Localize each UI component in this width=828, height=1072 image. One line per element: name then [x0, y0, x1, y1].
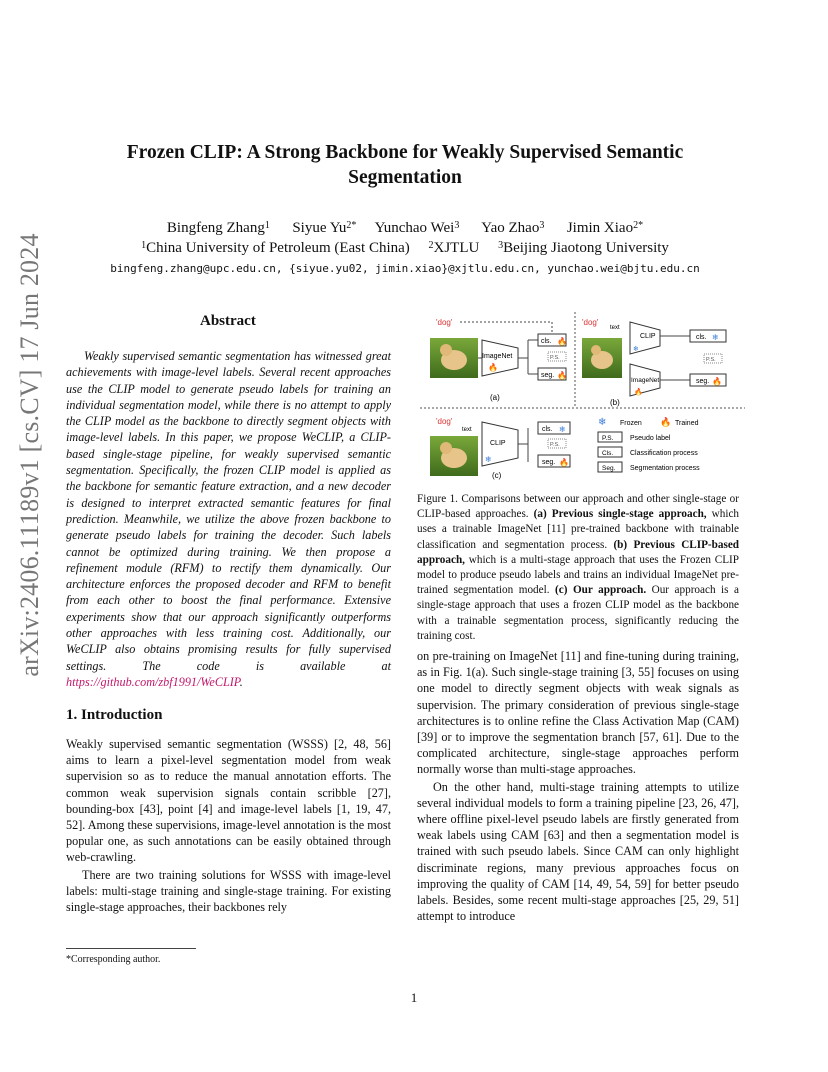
code-link[interactable]: https://github.com/zbf1991/WeCLIP: [66, 674, 240, 689]
snowflake-icon: ❄: [712, 333, 719, 342]
dog-image-a: [430, 338, 478, 378]
fire-icon: 🔥: [559, 458, 569, 467]
ps-label-b: P.S.: [706, 357, 716, 363]
fire-icon: 🔥: [712, 377, 722, 386]
legend-trained: Trained: [675, 420, 699, 427]
legend-ps-key: P.S.: [602, 435, 614, 442]
figure-1-caption: Figure 1. Comparisons between our approach and other single-stage or CLIP-based approaches. (a) Previous single-stage approach, which uses a trainable ImageNet [11] pre-trained backbone with trainable classification and segmentation process. (b) Previous CLIP-based approach, which is a multi-stage approach that uses the Frozen CLIP model to produce pseudo labels and trains an individual ImageNet pre-trained segmentation model. (c) Our approach. Our approach is a single-stage approach that uses a frozen CLIP model as the backbone with a trainable segmentation process, significantly reducing the training cost.: [417, 493, 740, 642]
abstract-text: Weakly supervised semantic segmentation has witnessed great achievements with image-level labels. Several recent approaches use the CLIP model to generate pseudo labels for training an individual segmentation model, while there is no attempt to apply the CLIP model as the backbone to directly segment objects with image-level labels. In this paper, we propose WeCLIP, a CLIP-based single-stage pipeline, for weakly supervised semantic segmentation. Specifically, the frozen CLIP model is applied as the backbone for semantic feature extraction, and a new decoder is designed to interpret extracted semantic features for final prediction. Meanwhile, we utilize the above frozen backbone to generate pseudo labels for training the decoder. Such labels cannot be optimized during training. We then propose a refinement module (RFM) to rectify them dynamically. Our architecture enforces the proposed decoder and RFM to benefit from each other to boost the final performance. Extensive experiments show that our approach significantly outperforms other approaches with less training cost. Additionally, our WeCLIP also obtains promising results for fully supervised settings. The code is available at https://github.com/zbf1991/WeCLIP.: [66, 349, 391, 689]
imagenet-label-b: ImageNet: [631, 377, 660, 384]
page-number: 1: [410, 990, 418, 1005]
intro-left-column: [66, 736, 391, 916]
panel-label-b: (b): [610, 398, 620, 407]
right-paragraph-2: On the other hand, multi-stage training attempts to utilize several individual models to form a training pipeline [23, 26, 47], where offline pixel-level pseudo labels are firstly generated from weak labels using CAM [63] and then a segmentation model is trained with such pseudo labels. Since CAM can only highlight discriminate regions, many previous approaches focus on improving the quality of CAM [14, 49, 54, 59] for better pseudo labels. Besides, some recent multi-stage approaches [25, 29, 51] attempt to introduce: [417, 779, 739, 924]
footnote-rule: [66, 948, 196, 949]
intro-paragraph-1: Weakly supervised semantic segmentation (WSSS) [2, 48, 56] aims to learn a pixel-level segmentation model from weak supervision so as to reduce the manual annotation efforts. The common weak supervision signals contain scribble [27], bounding-box [43], point [4] and image-level labels [1, 19, 47, 52]. Among these supervisions, image-level annotation is the most popular one, as such annotations can be easily obtained through web-crawling.: [66, 737, 391, 865]
intro-right-column: [417, 648, 739, 925]
footnote: *Corresponding author.: [66, 954, 161, 965]
legend-seg-key: Seg.: [602, 465, 616, 472]
figure-1: [420, 310, 745, 488]
cls-label-a: cls.: [541, 338, 552, 345]
dog-label-c: 'dog': [436, 417, 453, 426]
seg-label-b: seg.: [696, 378, 710, 385]
figure-legend: [598, 416, 700, 472]
text-label-b: text: [610, 325, 620, 331]
author-emails: bingfeng.zhang@upc.edu.cn, {siyue.yu02, jimin.xiao}@xjtlu.edu.cn, yunchao.wei@bjtu.edu.cn: [110, 262, 700, 275]
intro-paragraph-2: There are two training solutions for WSSS with image-level labels: multi-stage training and single-stage training. For existing single-stage approaches, their backbones rely: [66, 867, 391, 915]
panel-b: [582, 318, 726, 407]
snowflake-icon: ❄: [485, 455, 492, 464]
cls-label-b: cls.: [696, 334, 707, 341]
panel-label-a: (a): [490, 393, 500, 402]
ps-label-c: P.S.: [550, 442, 560, 448]
seg-label-a: seg.: [541, 372, 555, 379]
dog-image-b: [582, 338, 622, 378]
legend-cls-key: Cls.: [602, 450, 614, 457]
imagenet-label-a: ImageNet: [482, 353, 513, 360]
fire-icon: 🔥: [488, 363, 498, 372]
clip-label-b: CLIP: [640, 333, 656, 340]
dog-label-a: 'dog': [436, 318, 453, 327]
cls-label-c: cls.: [542, 426, 553, 433]
dog-label-b: 'dog': [582, 318, 599, 327]
snowflake-icon: ❄: [598, 417, 607, 428]
figure-1-diagram: [420, 310, 745, 488]
fire-icon: 🔥: [660, 417, 672, 427]
fire-icon: 🔥: [557, 337, 567, 346]
paper-title: Frozen CLIP: A Strong Backbone for Weakly Supervised Semantic Segmentation: [126, 142, 684, 188]
affiliations: $^1$China University of Petroleum (East China) $^2$XJTLU $^3$Beijing Jiaotong University: [141, 240, 669, 256]
author-block: [70, 218, 740, 258]
section-heading-introduction: 1. Introduction: [66, 707, 163, 723]
panel-a: [430, 318, 567, 402]
legend-ps: Pseudo label: [630, 435, 671, 442]
right-paragraph-1: on pre-training on ImageNet [11] and fine-tuning during training, as in Fig. 1(a). Such single-stage training [3, 55] focuses on using one model to directly segment objects with weak signals as supervision. The primary consideration of previous single-stage architectures is to online refine the Class Activation Map (CAM) [39] or to improve the segmentation branch [57, 61]. Due to the complicated architecture, single-stage approaches perform normally worse than multi-stage approaches.: [417, 649, 739, 777]
clip-label-c: CLIP: [490, 440, 506, 447]
fire-icon: 🔥: [634, 389, 643, 396]
ps-label-a: P.S.: [550, 355, 560, 361]
panel-c: [430, 417, 570, 480]
legend-cls: Classification process: [630, 450, 698, 457]
panel-label-c: (c): [492, 471, 502, 480]
legend-frozen: Frozen: [620, 420, 642, 427]
snowflake-icon: ❄: [633, 346, 639, 353]
fire-icon: 🔥: [557, 371, 567, 380]
legend-seg: Segmentation process: [630, 465, 700, 472]
dog-image-c: [430, 436, 478, 476]
seg-label-c: seg.: [542, 459, 556, 466]
abstract-heading: Abstract: [200, 313, 256, 329]
text-label-c: text: [462, 427, 472, 433]
author-names: Bingfeng Zhang$^1$ Siyue $Yu^{2*}$ Yunchao Wei$^3$ Yao Zhao$^3$ Jimin Xiao$^{2*}$: [166, 220, 644, 236]
arxiv-side-banner: arXiv:2406.11189v1 [cs.CV] 17 Jun 2024: [15, 233, 44, 677]
snowflake-icon: ❄: [559, 425, 566, 434]
